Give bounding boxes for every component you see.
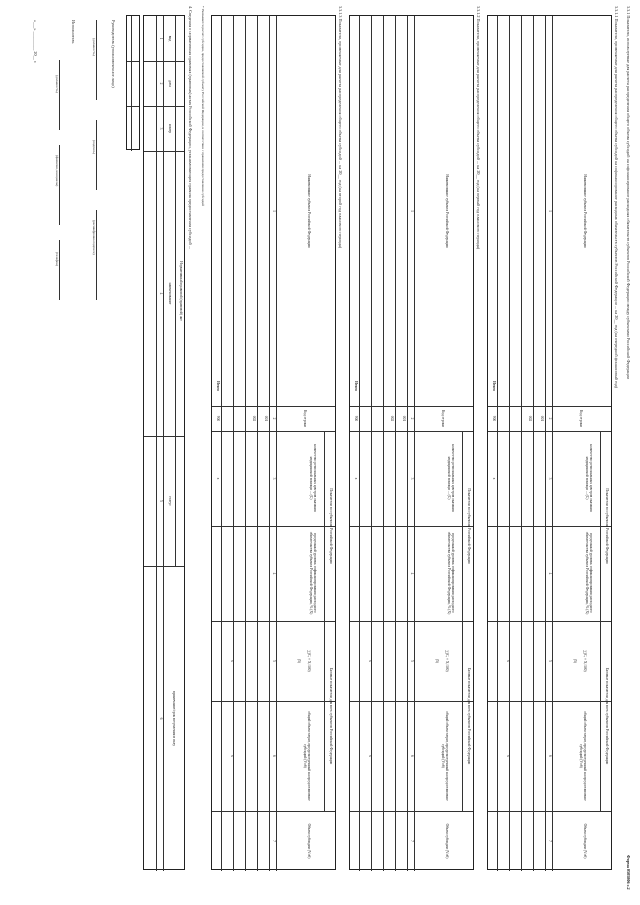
table-section-3 <box>211 15 336 870</box>
s4-h3: номер <box>168 123 172 134</box>
total-code: 900 <box>354 415 358 422</box>
col-num-2: 2 <box>272 417 276 420</box>
total-x: x <box>230 660 234 662</box>
col-num-3: 3 <box>548 477 552 480</box>
col-num-2: 2 <box>548 417 552 420</box>
total-x: x <box>368 755 372 757</box>
col-c4: предельный уровень софинансирования расходного обязательства субъекта Российской Федерации, % (Х) <box>584 531 593 615</box>
col-num-5: 5 <box>410 660 414 662</box>
group-left: Показатели по субъектам Российской Федерации <box>467 488 471 564</box>
row-code: 001 <box>540 415 544 422</box>
page-heading: 3.3.1 Показатели, используемые для расчета распределения общего объема субсидий на софинансирование расходных обязательств субъектов Российской Федерации между субъектами Российской Федерации <box>626 6 631 380</box>
col-c6: общий объем затрат, предусмотренный на предоставление субсидий (Vоб) <box>578 711 587 801</box>
col-num-2: 2 <box>410 417 414 420</box>
col-c4: предельный уровень софинансирования расходного обязательства субъекта Российской Федерации, % (Х) <box>446 531 455 615</box>
col-c7: Объем субсидии (Vоб) <box>307 823 311 859</box>
s4-n3: 3 <box>159 127 163 130</box>
s4-n4: 4 <box>159 292 163 295</box>
executor-label: Исполнитель <box>71 20 76 44</box>
col-num-7: 7 <box>272 840 276 842</box>
col-num-6: 6 <box>272 755 276 757</box>
row-code: 002 <box>252 415 256 422</box>
group-left: Показатели по субъектам Российской Федерации <box>329 488 333 564</box>
total-code: 900 <box>216 415 220 422</box>
small-ref-table <box>126 15 140 150</box>
col-name: Наименование субъекта Российской Федерации <box>307 174 311 248</box>
formula-label: (5) <box>297 658 301 664</box>
head-label: Руководитель (уполномоченное лицо) <box>111 20 116 88</box>
col-code: Код строки <box>303 409 307 428</box>
row-code: 001 <box>264 415 268 422</box>
s4-n1: 1 <box>159 37 163 40</box>
s4-n2: 2 <box>159 82 163 85</box>
col-num-6: 6 <box>410 755 414 757</box>
sign-date: «___» _________ 20__ г. <box>33 20 38 64</box>
s4-h5: статус <box>168 496 172 506</box>
formula: ∑(Cᵢ × Xᵢ/100) <box>445 650 449 672</box>
total-x: x <box>354 477 358 480</box>
col-c6: общий объем затрат, предусмотренный на предоставление субсидий (Vоб) <box>302 711 311 801</box>
col-name: Наименование субъекта Российской Федерации <box>445 174 449 248</box>
col-num-5: 5 <box>272 660 276 662</box>
col-c3: количество региональных центров оказания медицинской помощи ... (С) <box>584 444 593 512</box>
formula: ∑(Cᵢ × Xᵢ/100) <box>583 650 587 672</box>
executor-position: (должность) <box>55 75 59 93</box>
col-code: Код строки <box>579 409 583 428</box>
total-x: x <box>506 755 510 757</box>
formula-label: (5) <box>573 658 577 664</box>
col-num-5: 5 <box>548 660 552 662</box>
head-decode: (расшифровка подписи) <box>92 220 96 255</box>
col-num-3: 3 <box>410 477 414 480</box>
col-num-1: 1 <box>272 210 276 212</box>
total-label: Итого <box>492 381 496 391</box>
table-section-4 <box>143 15 185 870</box>
head-position: (должность) <box>92 38 96 56</box>
head-signature: (подпись) <box>92 140 96 155</box>
s4-n5: 5 <box>159 500 163 502</box>
table-section-2 <box>349 15 474 870</box>
col-num-4: 4 <box>548 572 552 575</box>
total-x: x <box>368 660 372 662</box>
col-code: Код строки <box>441 409 445 428</box>
s4-h6: примечание/срок вступления в силу <box>172 690 176 747</box>
group-right: Базовые показатели для всех субъектов Российской Федерации <box>329 667 333 765</box>
col-c4: предельный уровень софинансирования расходного обязательства субъекта Российской Федерации, % (Х) <box>308 531 317 615</box>
total-label: Итого <box>216 381 220 391</box>
s4-n6: 6 <box>159 717 163 720</box>
group-right: Базовые показатели для всех субъектов Российской Федерации <box>605 667 609 765</box>
col-num-1: 1 <box>548 210 552 212</box>
col-num-4: 4 <box>272 572 276 575</box>
col-num-6: 6 <box>548 755 552 757</box>
s4-h2: дата <box>168 80 172 87</box>
section-caption-2: 3.3.1.2 Показатели, применяемые для расчета распределения общего объема субсидий ... на 20__ год (на первый год планового периода) <box>476 6 481 250</box>
col-num-7: 7 <box>410 840 414 842</box>
col-num-4: 4 <box>410 572 414 575</box>
col-name: Наименование субъекта Российской Федерации <box>583 174 587 248</box>
signature-block <box>5 20 115 440</box>
col-c7: Объем субсидии (Vоб) <box>583 823 587 859</box>
section4-caption: 4. Сведения о нормативных правовых (правовых) актах Российской Федерации, устанавливающих правила предоставления субсидий ... <box>188 6 193 249</box>
col-c3: количество региональных центров оказания медицинской помощи ... (С) <box>446 444 455 512</box>
total-x: x <box>216 477 220 480</box>
section-caption-1: 3.3.1.1 Показатели, применяемые для расчета распределения общего объема субсидий на софинансирование расходных обязательств субъектов Российской Федерации ... на 20__ год (на очередной финансовый год) <box>614 6 619 389</box>
total-x: x <box>230 755 234 757</box>
executor-name: (фамилия, инициалы) <box>55 155 59 187</box>
s4-group: Нормативный правовой (правовой) акт <box>179 261 183 321</box>
s4-h1: вид <box>168 35 172 42</box>
executor-phone: (телефон) <box>55 252 59 267</box>
total-label: Итого <box>354 381 358 391</box>
col-c3: количество региональных центров оказания медицинской помощи ... (С) <box>308 444 317 512</box>
row-code: 002 <box>390 415 394 422</box>
col-c6: общий объем затрат, предусмотренный на предоставление субсидий (Vоб) <box>440 711 449 801</box>
total-x: x <box>492 477 496 480</box>
total-x: x <box>506 660 510 662</box>
col-num-3: 3 <box>272 477 276 480</box>
section-caption-3: 3.3.1.3 Показатели, применяемые для расчета распределения общего объема субсидий ... на 20__ год (на второй год планового периода) <box>338 6 343 249</box>
row-code: 002 <box>528 415 532 422</box>
group-right: Базовые показатели для всех субъектов Российской Федерации <box>467 667 471 765</box>
col-num-1: 1 <box>410 210 414 212</box>
footnote: * Указывается расчет субсидии, предоставляемой субъекту Российской Федерации, в соответствии с правилами предоставления субсидий <box>201 6 205 206</box>
col-c7: Объем субсидии (Vоб) <box>445 823 449 859</box>
group-left: Показатели по субъектам Российской Федерации <box>605 488 609 564</box>
formula-label: (5) <box>435 658 439 664</box>
total-code: 900 <box>492 415 496 422</box>
form-label: Форма 0505806 с.2 <box>626 855 631 890</box>
col-num-7: 7 <box>548 840 552 842</box>
s4-h4: наименование <box>168 282 172 305</box>
table-section-1 <box>487 15 612 870</box>
row-code: 001 <box>402 415 406 422</box>
formula: ∑(Cᵢ × Xᵢ/100) <box>307 650 311 672</box>
